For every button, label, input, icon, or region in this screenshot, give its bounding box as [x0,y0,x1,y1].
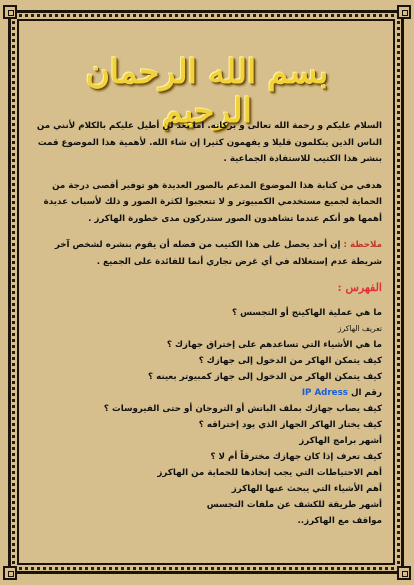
toc-item-text: أهم الأشياء التي يبحث عنها الهاكرز [231,483,382,494]
toc-item [26,321,382,337]
toc-item-text: ما هي الأشياء التي تساعدهم على إختراق جهازك ؟ [166,339,382,350]
toc-item-accent: IP Adress [301,387,348,398]
toc-item [26,465,382,481]
toc-item [26,449,382,465]
toc-item-text: أشهر طريقة للكشف عن ملفات التجسس [206,499,382,510]
toc-item [26,401,382,417]
note-text: إن أحد يحصل على هذا الكتيب من فضله أن يقوم بنشره لشخص آخر شريطة عدم إستغلاله في أي غرض تجاري أنما للفائدة على الجميع . [54,240,382,267]
document-body [26,118,382,529]
toc-item-text: رقم ال [350,387,382,398]
note-label: ملاحظة : [343,240,382,250]
toc-list [26,305,382,529]
toc-item-text: كيف يختار الهاكر الجهاز الذي يود إختراقه ؟ [198,419,382,430]
toc-item-text: كيف يتمكن الهاكر من الدخول إلى جهازك ؟ [198,355,382,366]
page-title: بسم الله الرحمان الرحيم [85,52,329,130]
toc-item [26,513,382,529]
toc-item [26,305,382,321]
toc-item [26,417,382,433]
toc-item [26,385,382,401]
corner-ornament-bottom-right [397,566,411,580]
note-paragraph [26,237,382,270]
toc-item-text: كيف تعرف إذا كان جهازك مخترقاً أم لا ؟ [210,451,382,462]
toc-item-text: مواقف مع الهاكرز.. [297,515,382,526]
toc-item-text: ما هي عملية الهاكينج أو التجسس ؟ [232,307,382,318]
corner-ornament-top-left [3,5,17,19]
toc-item [26,353,382,369]
toc-item-text: كيف يتمكن الهاكر من الدخول إلى جهاز كمبيوتر بعينه ؟ [148,371,382,382]
toc-item [26,369,382,385]
toc-item-text: تعريف الهاكرز [337,323,382,333]
toc-title: الفهرس : [337,281,382,294]
toc-item [26,433,382,449]
intro-paragraph: السلام عليكم و رحمة الله تعالى و بركاته. اما بعد لن أطيل عليكم بالكلام لأنني من الناس الذين يتكلمون قليلا و يفهمون كثيرا إن شاء الله. لأهمية هذا الموضوع قمت بنشر هذا الكتيب للاستفادة الجماعية . [36,121,382,164]
toc-item-text: أشهر برامج الهاكرز [299,435,382,446]
goal-paragraph: هدفي من كتابة هذا الموضوع المدعم بالصور العديدة هو توفير أقصى درجة من الحماية لجميع مستخدمي الكمبيوتر و لا تتعجبوا لكثرة الصور و ذلك لأسباب عديدة أهمها هو أنكم عندما تشاهدون الصور ستدركون مدى خطورة الهاكرز . [43,180,382,224]
toc-item-text: أهم الاحتياطات التي يجب إتخاذها للحماية من الهاكرز [157,467,382,478]
corner-ornament-top-right [397,5,411,19]
toc-item [26,481,382,497]
corner-ornament-bottom-left [3,566,17,580]
toc-item [26,337,382,353]
toc-item [26,497,382,513]
toc-item-text: كيف يصاب جهازك بملف الباتش أو التروجان أو حتى الفيروسات ؟ [103,403,382,414]
